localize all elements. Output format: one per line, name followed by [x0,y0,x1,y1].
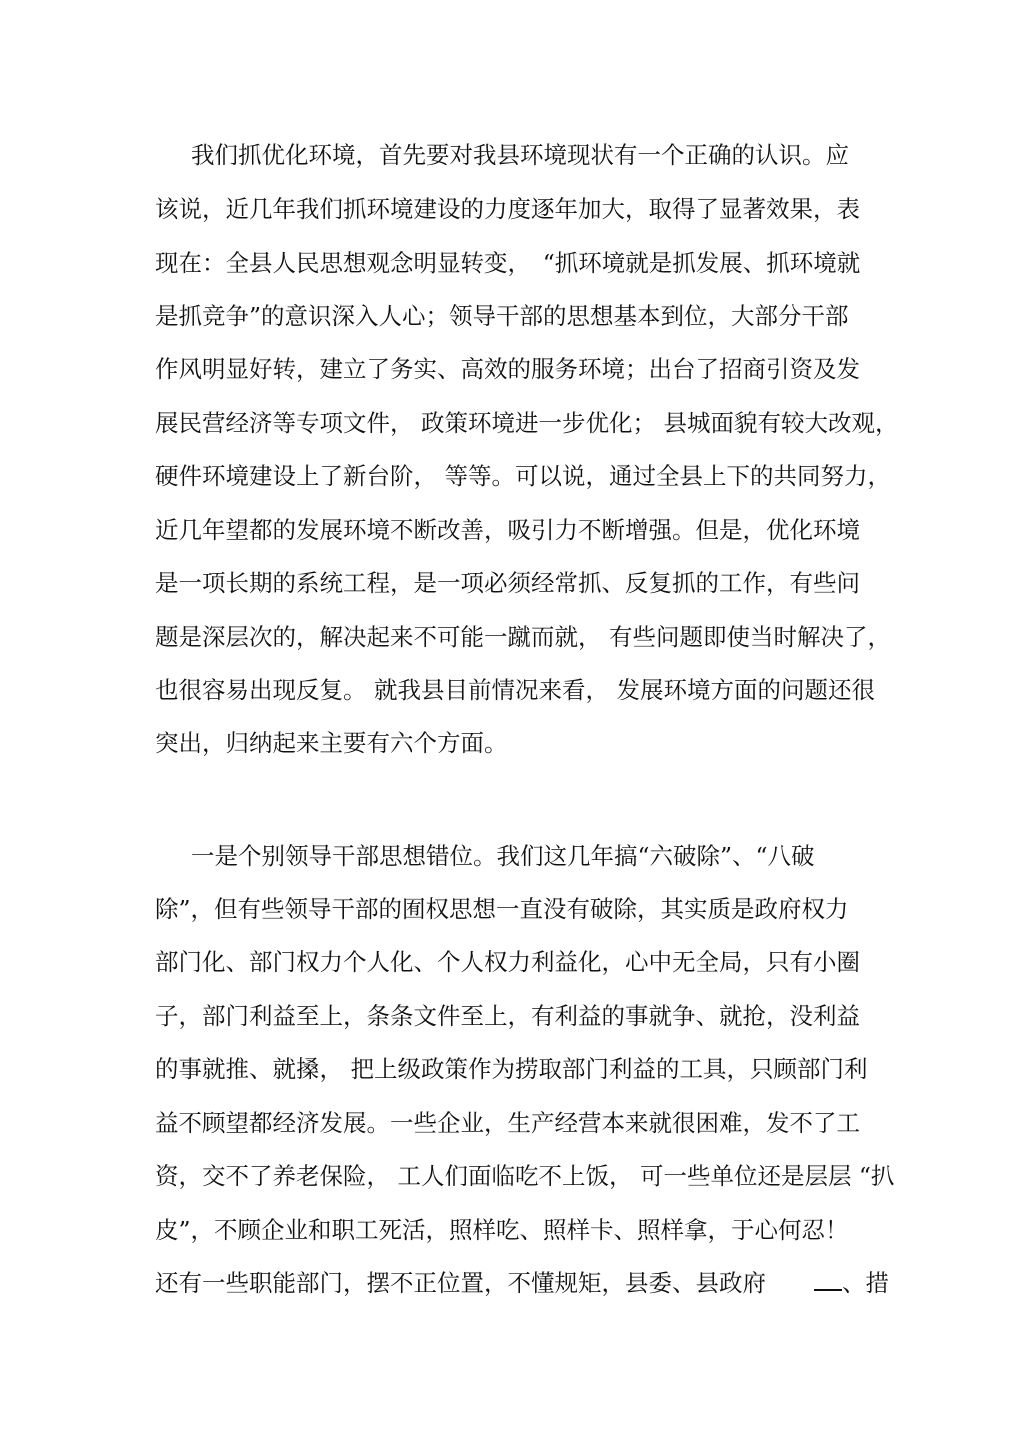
paragraph-1-line-9: 是一项长期的系统工程，是一项必须经常抓、反复抓的工作，有些问 [155,569,860,597]
paragraph-1-line-8: 近几年望都的发展环境不断改善，吸引力不断增强。但是，优化环境 [155,516,860,544]
paragraph-2-line-9 [155,1268,889,1298]
paragraph-1-line-11: 也很容易出现反复。 就我县目前情况来看， 发展环境方面的问题还很 [155,676,875,704]
paragraph-2-line-4: 子，部门利益至上，条条文件至上，有利益的事就争、就抢，没利益 [155,1002,860,1030]
paragraph-2-line-2: 除”，但有些领导干部的囿权思想一直没有破除，其实质是政府权力 [155,895,849,923]
paragraph-1-line-5: 作风明显好转，建立了务实、高效的服务环境；出台了招商引资及发 [155,355,860,383]
paragraph-1-line-3: 现在：全县人民思想观念明显转变， “抓环境就是抓发展、抓环境就 [155,249,861,277]
paragraph-1-line-2: 该说，近几年我们抓环境建设的力度逐年加大，取得了显著效果，表 [155,195,860,223]
paragraph-2-line-9-end: 、措 [842,1269,889,1297]
paragraph-1-line-10: 题是深层次的，解决起来不可能一蹴而就， 有些问题即使当时解决了， [155,623,891,651]
paragraph-2-line-7: 资，交不了养老保险， 工人们面临吃不上饭， 可一些单位还是层层 “扒 [155,1162,895,1190]
paragraph-1-line-6: 展民营经济等专项文件， 政策环境进一步优化； 县城面貌有较大改观， [155,409,899,437]
fill-in-blank [814,1271,842,1291]
paragraph-1-line-7: 硬件环境建设上了新台阶， 等等。可以说，通过全县上下的共同努力， [155,462,891,490]
paragraph-2-line-1: 一是个别领导干部思想错位。我们这几年搞“六破除”、“八破 [191,842,815,870]
paragraph-2-line-3: 部门化、部门权力个人化、个人权力利益化，心中无全局，只有小圈 [155,948,860,976]
paragraph-2-line-6: 益不顾望都经济发展。一些企业，生产经营本来就很困难，发不了工 [155,1109,860,1137]
paragraph-2-line-8: 皮”，不顾企业和职工死活，照样吃、照样卡、照样拿，于心何忍！ [155,1216,849,1244]
paragraph-1-line-1: 我们抓优化环境，首先要对我县环境现状有一个正确的认识。应 [191,141,849,169]
paragraph-1-line-12: 突出，归纳起来主要有六个方面。 [155,729,508,757]
paragraph-2-line-9-start: 还有一些职能部门，摆不正位置，不懂规矩，县委、县政府 [155,1269,766,1297]
paragraph-1-line-4: 是抓竞争”的意识深入人心；领导干部的思想基本到位，大部分干部 [155,302,849,330]
paragraph-2-line-5: 的事就推、就搡， 把上级政策作为捞取部门利益的工具，只顾部门利 [155,1055,868,1083]
